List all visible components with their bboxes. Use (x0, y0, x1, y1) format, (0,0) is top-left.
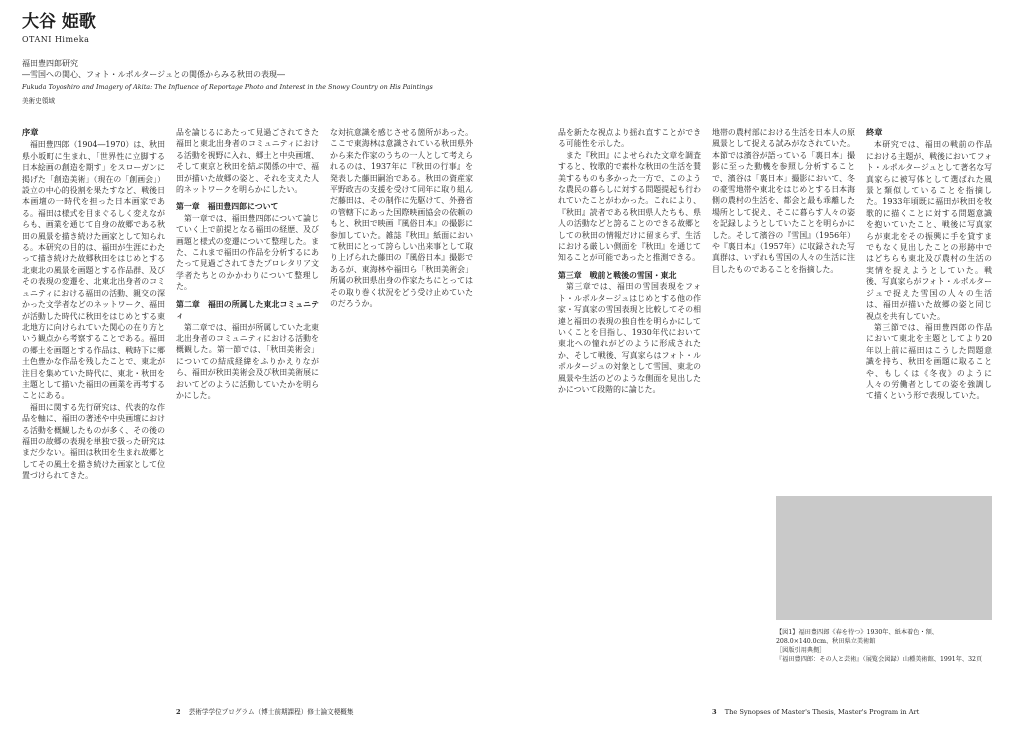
article-header (22, 12, 502, 106)
text-column-6 (866, 127, 992, 489)
footer-left (176, 708, 353, 717)
text-column-3 (330, 127, 473, 699)
paragraph: 福田豊四郎（1904―1970）は、秋田県小坂町に生まれ、「世界性に立脚する日本絵画の創造を期す」をスローガンに掲げた「創造美術」（現在の「創画会」）設立の中心的役割を果たすなど、戦後日本画壇の一時代を担った日本画家である。福田は様式を目まぐるしく変えながらも、画業を通じて自身の故郷である秋田の風景を描き続けた画家として知られる。本研究の目的は、福田が生涯にわたって描き続けた故郷秋田をはじめとする北東北の風景を画題とする作品群、及びその表現の変遷を、北東北出身者のコミュニティにおける福田の活動、親交の深かった文学者などのネットワーク、福田が活動した時代に秋田をはじめとする東北地方に向けられていた関心の在り方という観点から考察することである。福田の郷土を画題とする作品は、戦時下に郷土色豊かな作品を残したことで、東北が注目を集めていた時代に、東北・秋田を主題として描いた福田の画業を再考することにある。 (22, 140, 165, 401)
author-name-jp: 大谷 姫歌 (22, 12, 96, 32)
page-number-left: 2 (176, 708, 181, 716)
figure-caption (776, 628, 992, 664)
chapter-heading: 第三章 戦前と戦後の雪国・東北 (558, 270, 677, 280)
text-column-2 (176, 127, 319, 699)
paragraph: な対抗意識を感じさせる箇所があった。ここで東海林は意識されている秋田県外から来た作家のうちの一人として考えられるのは、1937年に『秋田の行事』を発表した藤田嗣治である。秋田の資産家平野政吉の支援を受けて同年に取り組んだ藤田は、その制作に先駆けて、外務省の管轄下にあった国際映画協会の依頼のもと、秋田で映画『風俗日本』の撮影に参加していた。雑誌『秋田』紙面において秋田にとって誇らしい出来事として取り上げられた藤田の『風俗日本』撮影であるが、東海林や福田ら「秋田美術会」所属の秋田県出身の作家たちにとってはその取り巻く状況をどう受け止めていたのだろうか。 (330, 128, 473, 309)
caption-line: ［図版引用典拠］ (776, 647, 826, 654)
paragraph: 第三章では、福田の雪国表現をフォト・ルポルタージュはじめとする他の作家・写真家の雪国表現と比較してその相違と福田の表現の独自性を明らかにしていくことを目指し、1930年代において東北への憧れがどのように形成されたか、そして戦後、写真家らはフォト・ルポルタージュの対象として雪国、東北の風景や生活のどのような側面を見出したかについて段階的に論じた。 (558, 282, 701, 394)
paragraph: 第三節では、福田豊四郎の作品において東北を主題としてより20年以上前に福田はこうした問題意識を持ち、秋田を画題に取ることや、もしくは《冬夜》のように人々の労働者としての姿を強調して描くという形で表現していた。 (866, 322, 992, 401)
title-en: Fukuda Toyoshiro and Imagery of Akita: The Influence of Reportage Photo and Interest in the Snowy Country on His Paintings (22, 83, 433, 91)
research-field: 美術史領域 (22, 97, 55, 105)
paragraph: また『秋田』によせられた文章を調査すると、牧歌的で素朴な秋田の生活を賛美するものも多かった一方で、このような農民の暮らしに対する問題提起も行われていたことがわかった。これにより、『秋田』読者である秋田県人たちも、県人の活動などと誇ることのできる故郷としての秋田の情報だけに留まらず、生活における厳しい側面を『秋田』を通じて知ることが可能であったと推測できる。 (558, 150, 701, 263)
figure-image-placeholder (776, 496, 992, 620)
paragraph: 福田に関する先行研究は、代表的な作品を軸に、福田の著述や中央画壇における活動を概観したものが多く、その後の福田の故郷の表現を単独で扱った研究はまだ少ない。福田は秋田を生まれ故郷としてその風土を描き続けた画家として位置づけられてきた。 (22, 402, 165, 481)
section-heading: 序章 (22, 127, 39, 137)
paragraph: 地帯の農村部における生活を日本人の原風景として捉える試みがなされていた。本節では濱谷が語っている「裏日本」撮影に至った動機を参照し分析することで、濱谷は「裏日本」撮影において、冬の豪雪地帯や東北をはじめとする日本海側の農村の生活を、都会と最も乖離した場所として捉え、そこに暮らす人々の姿を記録しようとしていたことを明らかにした。そして濱谷の『雪国』（1956年）や『裏日本』（1957年）に収録された写真群は、いずれも雪国の人々の生活に注目したものであることを指摘した。 (712, 128, 855, 274)
footer-right-text: The Synopses of Master's Thesis, Master's Program in Art (724, 708, 920, 716)
page-number-right: 3 (712, 708, 717, 716)
text-column-4 (558, 127, 701, 699)
subtitle-jp: ―雪国への関心、フォト・ルポルタージュとの関係からみる秋田の表現― (22, 70, 285, 79)
caption-line: 『福田豊四郎：その人と芸術』（展覧会図録）山種美術館、1991年、32頁 (776, 656, 983, 663)
paragraph: 品を論じるにあたって見過ごされてきた福田と東北出身者のコミュニティにおける活動を視野に入れ、郷土と中央画壇、そして東京と秋田を結ぶ関係の中で、福田が描いた故郷の姿と、それを支えた人的ネットワークを明らかにしたい。 (176, 128, 319, 195)
chapter-heading: 第二章 福田の所属した東北コミュニティ (176, 299, 319, 321)
caption-line: 【図1】福田豊四郎《春を待つ》1930年、紙本着色・額、208.0×140.0cm、秋田県立美術館 (776, 629, 938, 645)
paragraph: 第二章では、福田が所属していた北東北出身者のコミュニティにおける活動を概観した。第一節では、「秋田美術会」についての結成経緯をふりかえりながら、福田が秋田美術会及び秋田美術展においてどのように活動していたかを明らかにした。 (176, 322, 319, 400)
paragraph: 品を新たな視点より揺れ直すことができる可能性を示した。 (558, 128, 701, 149)
author-name-en: OTANI Himeka (22, 35, 90, 44)
paragraph: 本研究では、福田の戦前の作品における主題が、戦後においてフォト・ルポルタージュとして著名な写真家らに被写体として選ばれた風景と類似していることを指摘した。1933年頃既に福田が秋田を牧歌的に描くことに対する問題意識を抱いていたこと、戦後に写真家らが東北をその振興に手を貸すまでもなく見出したことの形跡中ではどちらも東北及び農村の生活の実情を捉えようとしていた。戦後、写真家らがフォト・ルポルタージュで捉えた雪国の人々の生活は、福田が描いた故郷の姿と同じ視点を共有していた。 (866, 140, 992, 321)
text-column-1 (22, 127, 165, 699)
paragraph: 第一章では、福田豊四郎について論じていく上で前提となる福田の経歴、及び画題と様式の変遷について整理した。また、これまで福田の作品を分析するにあたって見過ごされてきたプロレタリア文学者たちとのかかわりについて整理した。 (176, 213, 319, 292)
chapter-heading: 第一章 福田豊四郎について (176, 202, 279, 212)
footer-left-text: 芸術学学位プログラム（博士前期課程）修士論文梗概集 (188, 708, 354, 716)
footer-right (712, 708, 919, 717)
title-jp: 福田豊四郎研究 (22, 59, 78, 68)
section-heading: 終章 (866, 127, 883, 137)
